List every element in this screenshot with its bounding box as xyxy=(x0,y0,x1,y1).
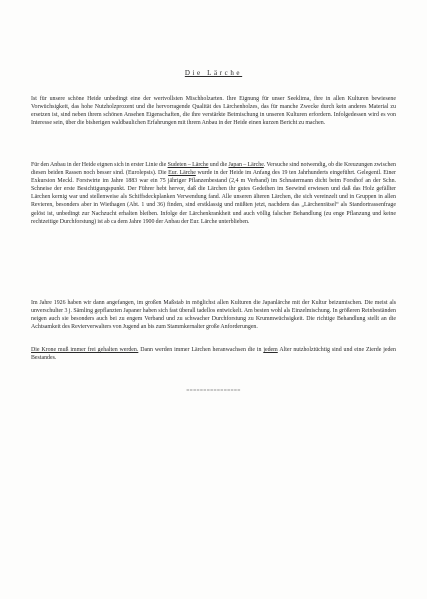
paragraph-cultivation xyxy=(31,161,396,226)
text-run: Für den Anbau in der Heide eignen sich in erster Linie die xyxy=(31,162,168,168)
text-run: Dann werden immer Lärchen heranwachsen die in xyxy=(138,347,264,353)
underlined-eur-larch: Eur. Lärche xyxy=(168,170,196,177)
document-page xyxy=(31,0,396,599)
text-run: und die xyxy=(208,162,229,168)
text-run: Alter nutzholztüchtig sind und eine Zierde jeden Bestandes. xyxy=(31,347,396,362)
paragraph-crown xyxy=(31,346,396,362)
text-run: wurde in der Heide im Anfang des 19 ten Jahrhunderts eingeführt. Gelegentl. Einer Exkursion Meckl. Forstwirte im Jahre 1883 war ein 75 jähriger Pflanzenbestand (2,4 m Verband) im Schnatermann dicht beim Forsthof an der Schn. Schneise der erste Besichtigungspunkt. Der Führer hebt hervor, daß die Lärchen ihr gutes Gedeihen im Seewind erwiesen und daß das Holz gefällter Lärchen kernig war und stellenweise als Schiffsdeckplanken Verwendung fand. Alle unseren älteren Lärchen, die sich vereinzelt und in Gruppen in allen Revieren, besonders aber in Wiethagen (Abt. 1 und 36) finden, sind erstklassig und müßten jetzt, nachdem das „Lärchenrätsel“ als Standortrassenfrage gelöst ist, unbedingt zur Nachzucht erhalten bleiben. Infolge der Lärchenkrankheit und auch völlig falscher Behandlung (zu enge Pflanzung und keine rechtzeitige Durchforstung) ist ab ca dem Jahre 1900 der Anbau der Eur. Lärche unterblieben. xyxy=(31,170,396,225)
underlined-jedem: jedem xyxy=(263,347,278,353)
underlined-sudeten-larch: Sudeten – Lärche xyxy=(167,162,209,168)
document-title: Die Lärche xyxy=(184,69,243,77)
paragraph-japanese-larch: Im Jahre 1926 haben wir dann angefangen, im großen Maßstab in möglichst allen Kulturen die Japanlärche mit der Kultur beizumischen. Die meist als unverschulter 3 j. Sämling gepflanzten Japaner haben sich fast überall tadellos entwickelt. Am besten wohl als Einzelmischung. In größeren Reinbeständen neigen auch sie besonders auch bei zu engem Verband und zu schwacher Durchforstung zu Krummwüchsigkeit. Die richtige Behandlung stellt an die Achtsamkeit des Revierverwalters von Jugend an bis zum Stammkernalter große Anforderungen. xyxy=(31,300,396,331)
underlined-crown-sentence: Die Krone muß immer frei gehalten werden. xyxy=(31,347,139,353)
underlined-japan-larch: Japan – Lärche xyxy=(228,162,264,168)
separator-line: ================ xyxy=(186,388,241,394)
text-run: . Versuche sind notwendig, ob die Kreuzungen zwischen diesen beiden Rassen noch besser sind. (Eurolepsis). Die xyxy=(31,162,396,177)
paragraph-intro: Ist für unsere schöne Heide unbedingt eine der wertvollsten Mischholzarten. Ihre Eignung für unser Seeklima, ihre in allen Kulturen bewiesene Vorwüchsigkeit, das hohe Nutzholzprozent und die hervorragende Qualität des Lärchenholzes, das für manche Zwecke durch kein anderes Material zu ersetzen ist, sind neben ihrem schönen Ansehen Eigenschaften, die ihre verstärkte Beimischung in unseren Kulturen erfordern. Infolgedessen wird es von Interesse sein, über die bisherigen waldbaulichen Erfahrungen mit ihrem Anbau in der Heide einen kurzen Bericht zu machen. xyxy=(31,96,396,127)
